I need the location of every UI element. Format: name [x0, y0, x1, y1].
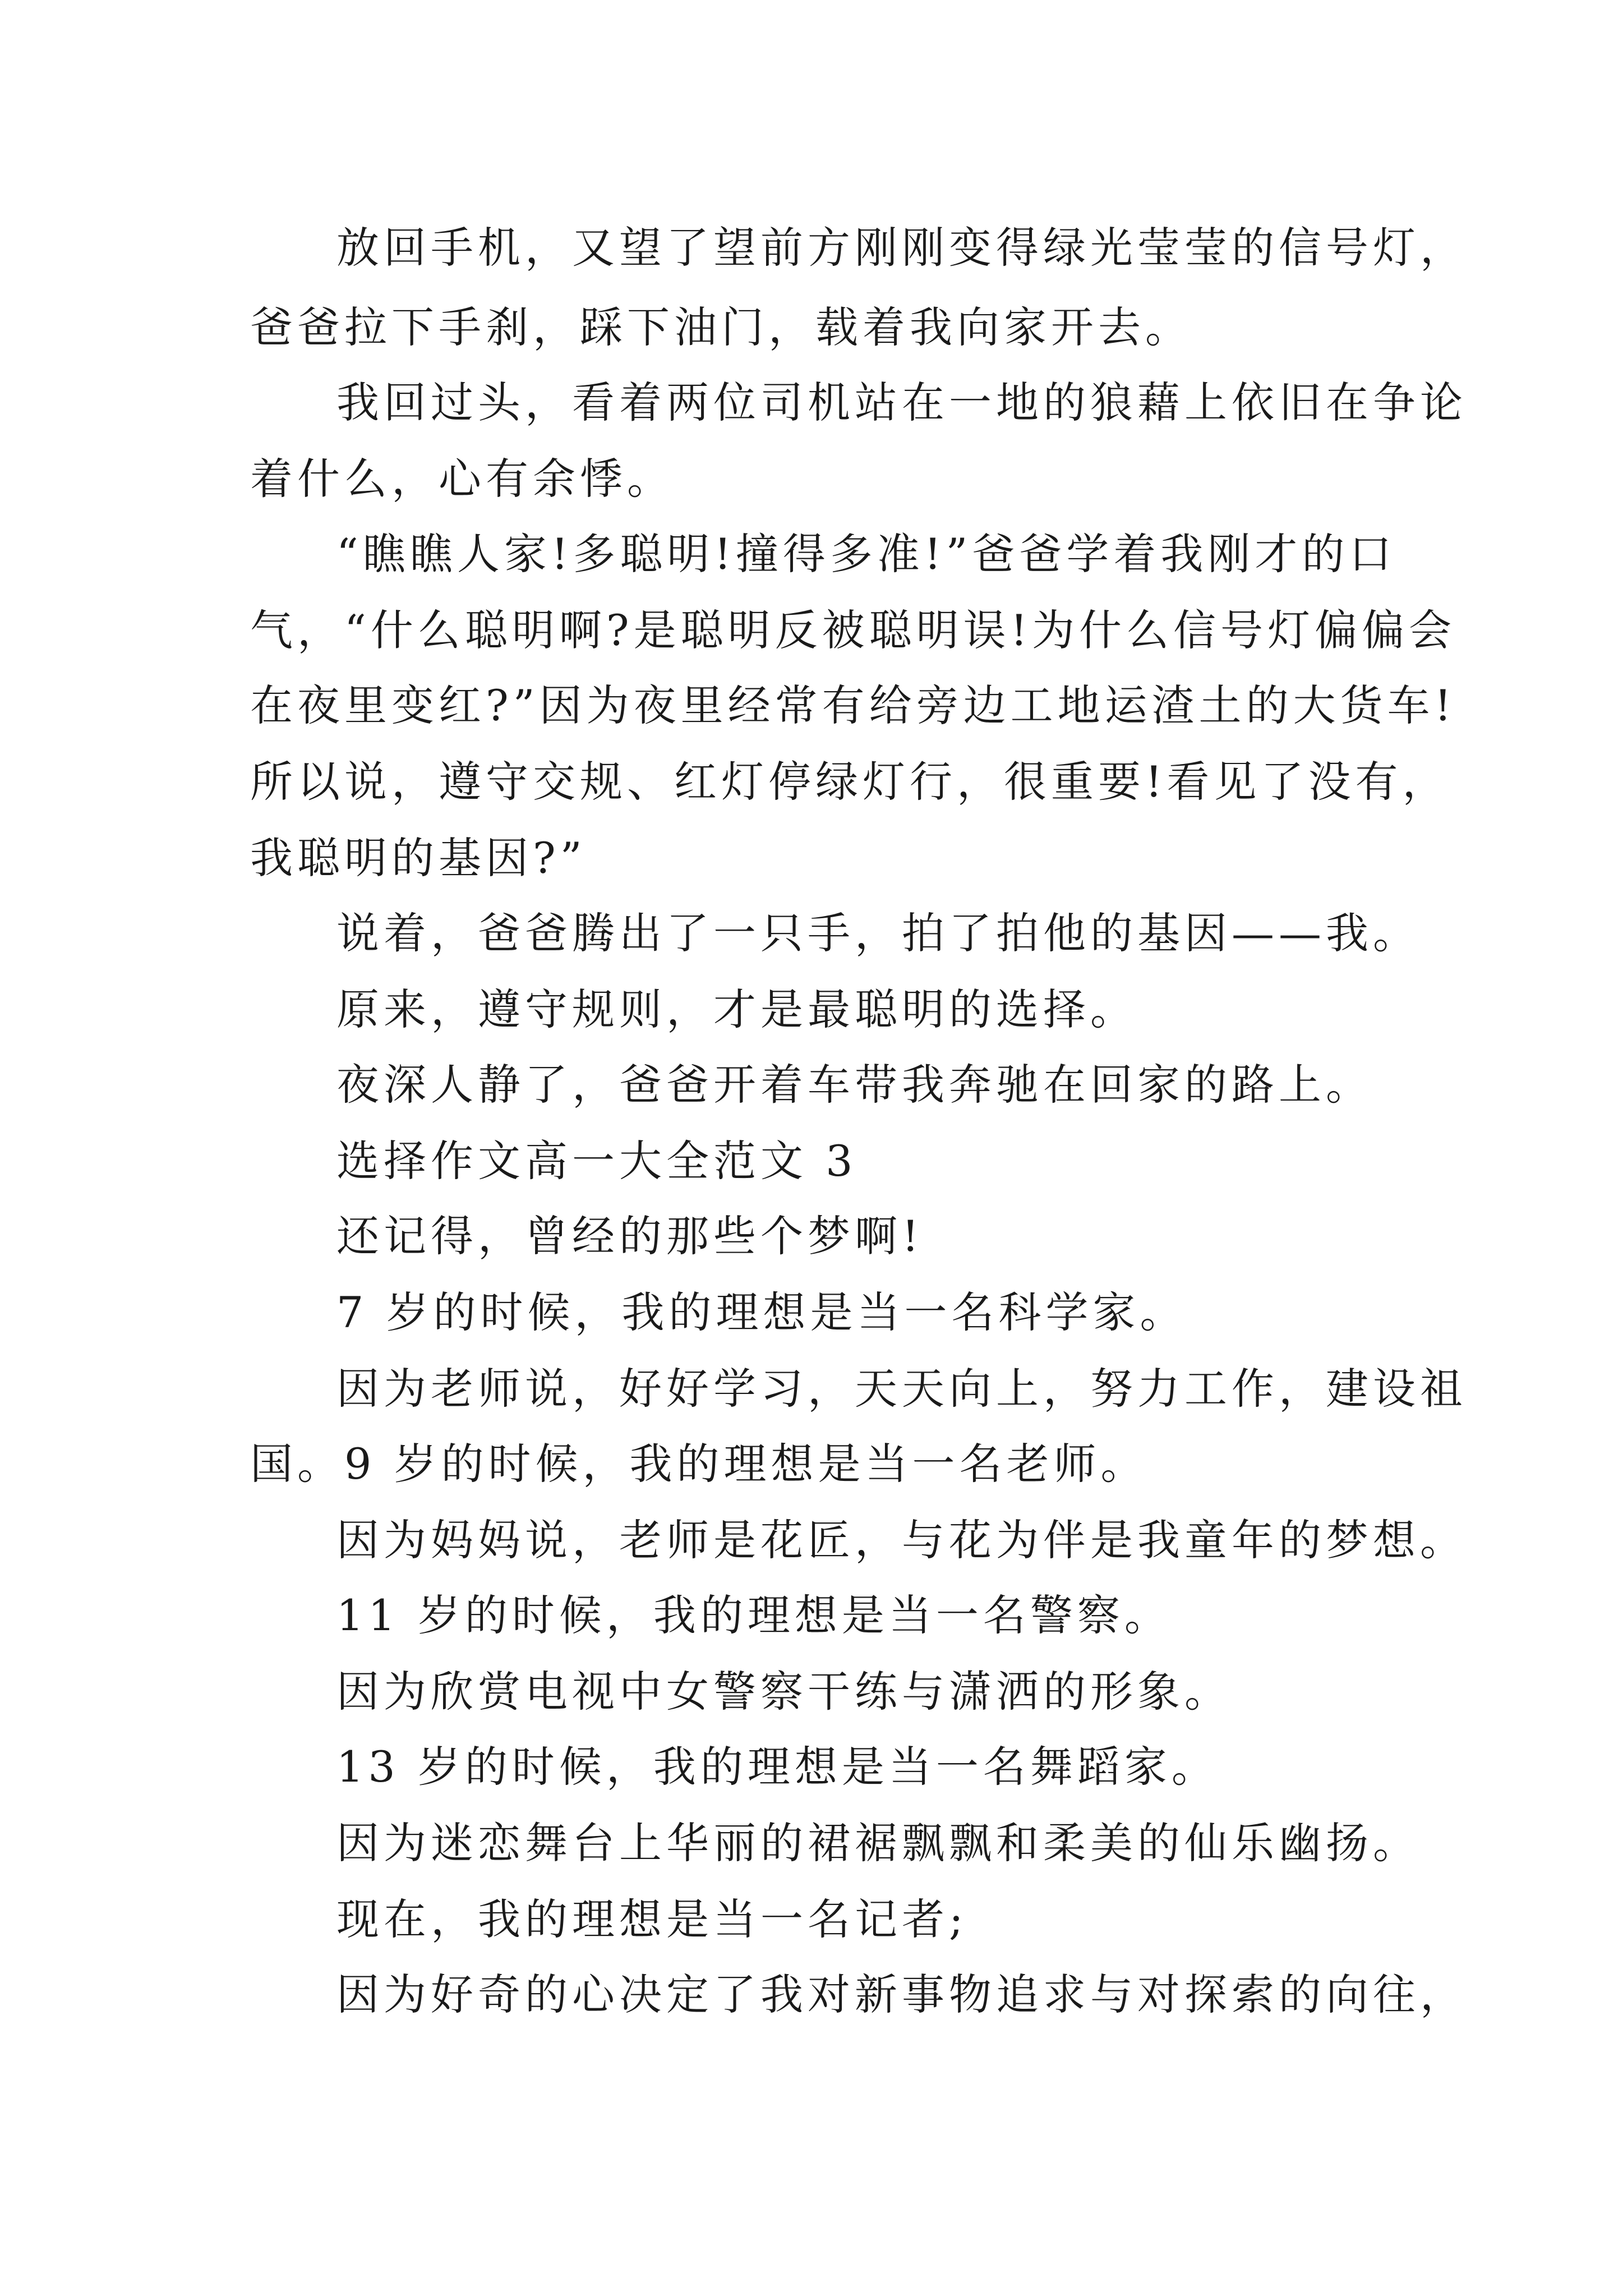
text-line: 还记得，曾经的那些个梦啊! [336, 1211, 924, 1261]
text-line: 所以说，遵守交规、红灯停绿灯行，很重要!看见了没有， [250, 757, 1450, 807]
text-line: 11 岁的时候，我的理想是当一名警察。 [336, 1590, 1172, 1640]
text-line: 因为好奇的心决定了我对新事物追求与对探索的向往， [336, 1970, 1467, 2019]
text-line: 夜深人静了，爸爸开着车带我奔驰在回家的路上。 [336, 1060, 1373, 1110]
text-line: 我聪明的基因?” [250, 833, 587, 883]
text-line: 放回手机，又望了望前方刚刚变得绿光莹莹的信号灯， [336, 223, 1467, 273]
text-line: 7 岁的时候，我的理想是当一名科学家。 [336, 1287, 1187, 1337]
text-line: 因为欣赏电视中女警察干练与潇洒的形象。 [336, 1667, 1232, 1717]
text-line: 在夜里变红?”因为夜里经常有给旁边工地运渣土的大货车! [250, 680, 1456, 730]
text-line: 着什么，心有余悸。 [250, 454, 674, 504]
text-line: 原来，遵守规则，才是最聪明的选择。 [336, 984, 1137, 1034]
text-line: 国。9 岁的时候，我的理想是当一名老师。 [250, 1439, 1148, 1489]
text-line: 说着，爸爸腾出了一只手，拍了拍他的基因——我。 [336, 908, 1420, 958]
text-line: “瞧瞧人家!多聪明!撞得多准!”爸爸学着我刚才的口 [336, 529, 1396, 579]
text-line: 因为老师说，好好学习，天天向上，努力工作，建设祖 [336, 1364, 1467, 1414]
text-line: 因为迷恋舞台上华丽的裙裾飘飘和柔美的仙乐幽扬。 [336, 1818, 1420, 1868]
text-line: 因为妈妈说，老师是花匠，与花为伴是我童年的梦想。 [336, 1515, 1467, 1565]
text-line: 我回过头，看着两位司机站在一地的狼藉上依旧在争论 [336, 378, 1467, 427]
text-line: 气，“什么聪明啊?是聪明反被聪明误!为什么信号灯偏偏会 [250, 605, 1456, 655]
text-line: 爸爸拉下手刹，踩下油门，载着我向家开去。 [250, 302, 1192, 352]
text-line: 13 岁的时候，我的理想是当一名舞蹈家。 [336, 1742, 1219, 1792]
text-line: 现在，我的理想是当一名记者; [336, 1894, 968, 1944]
section-heading: 选择作文高一大全范文 3 [336, 1136, 857, 1186]
